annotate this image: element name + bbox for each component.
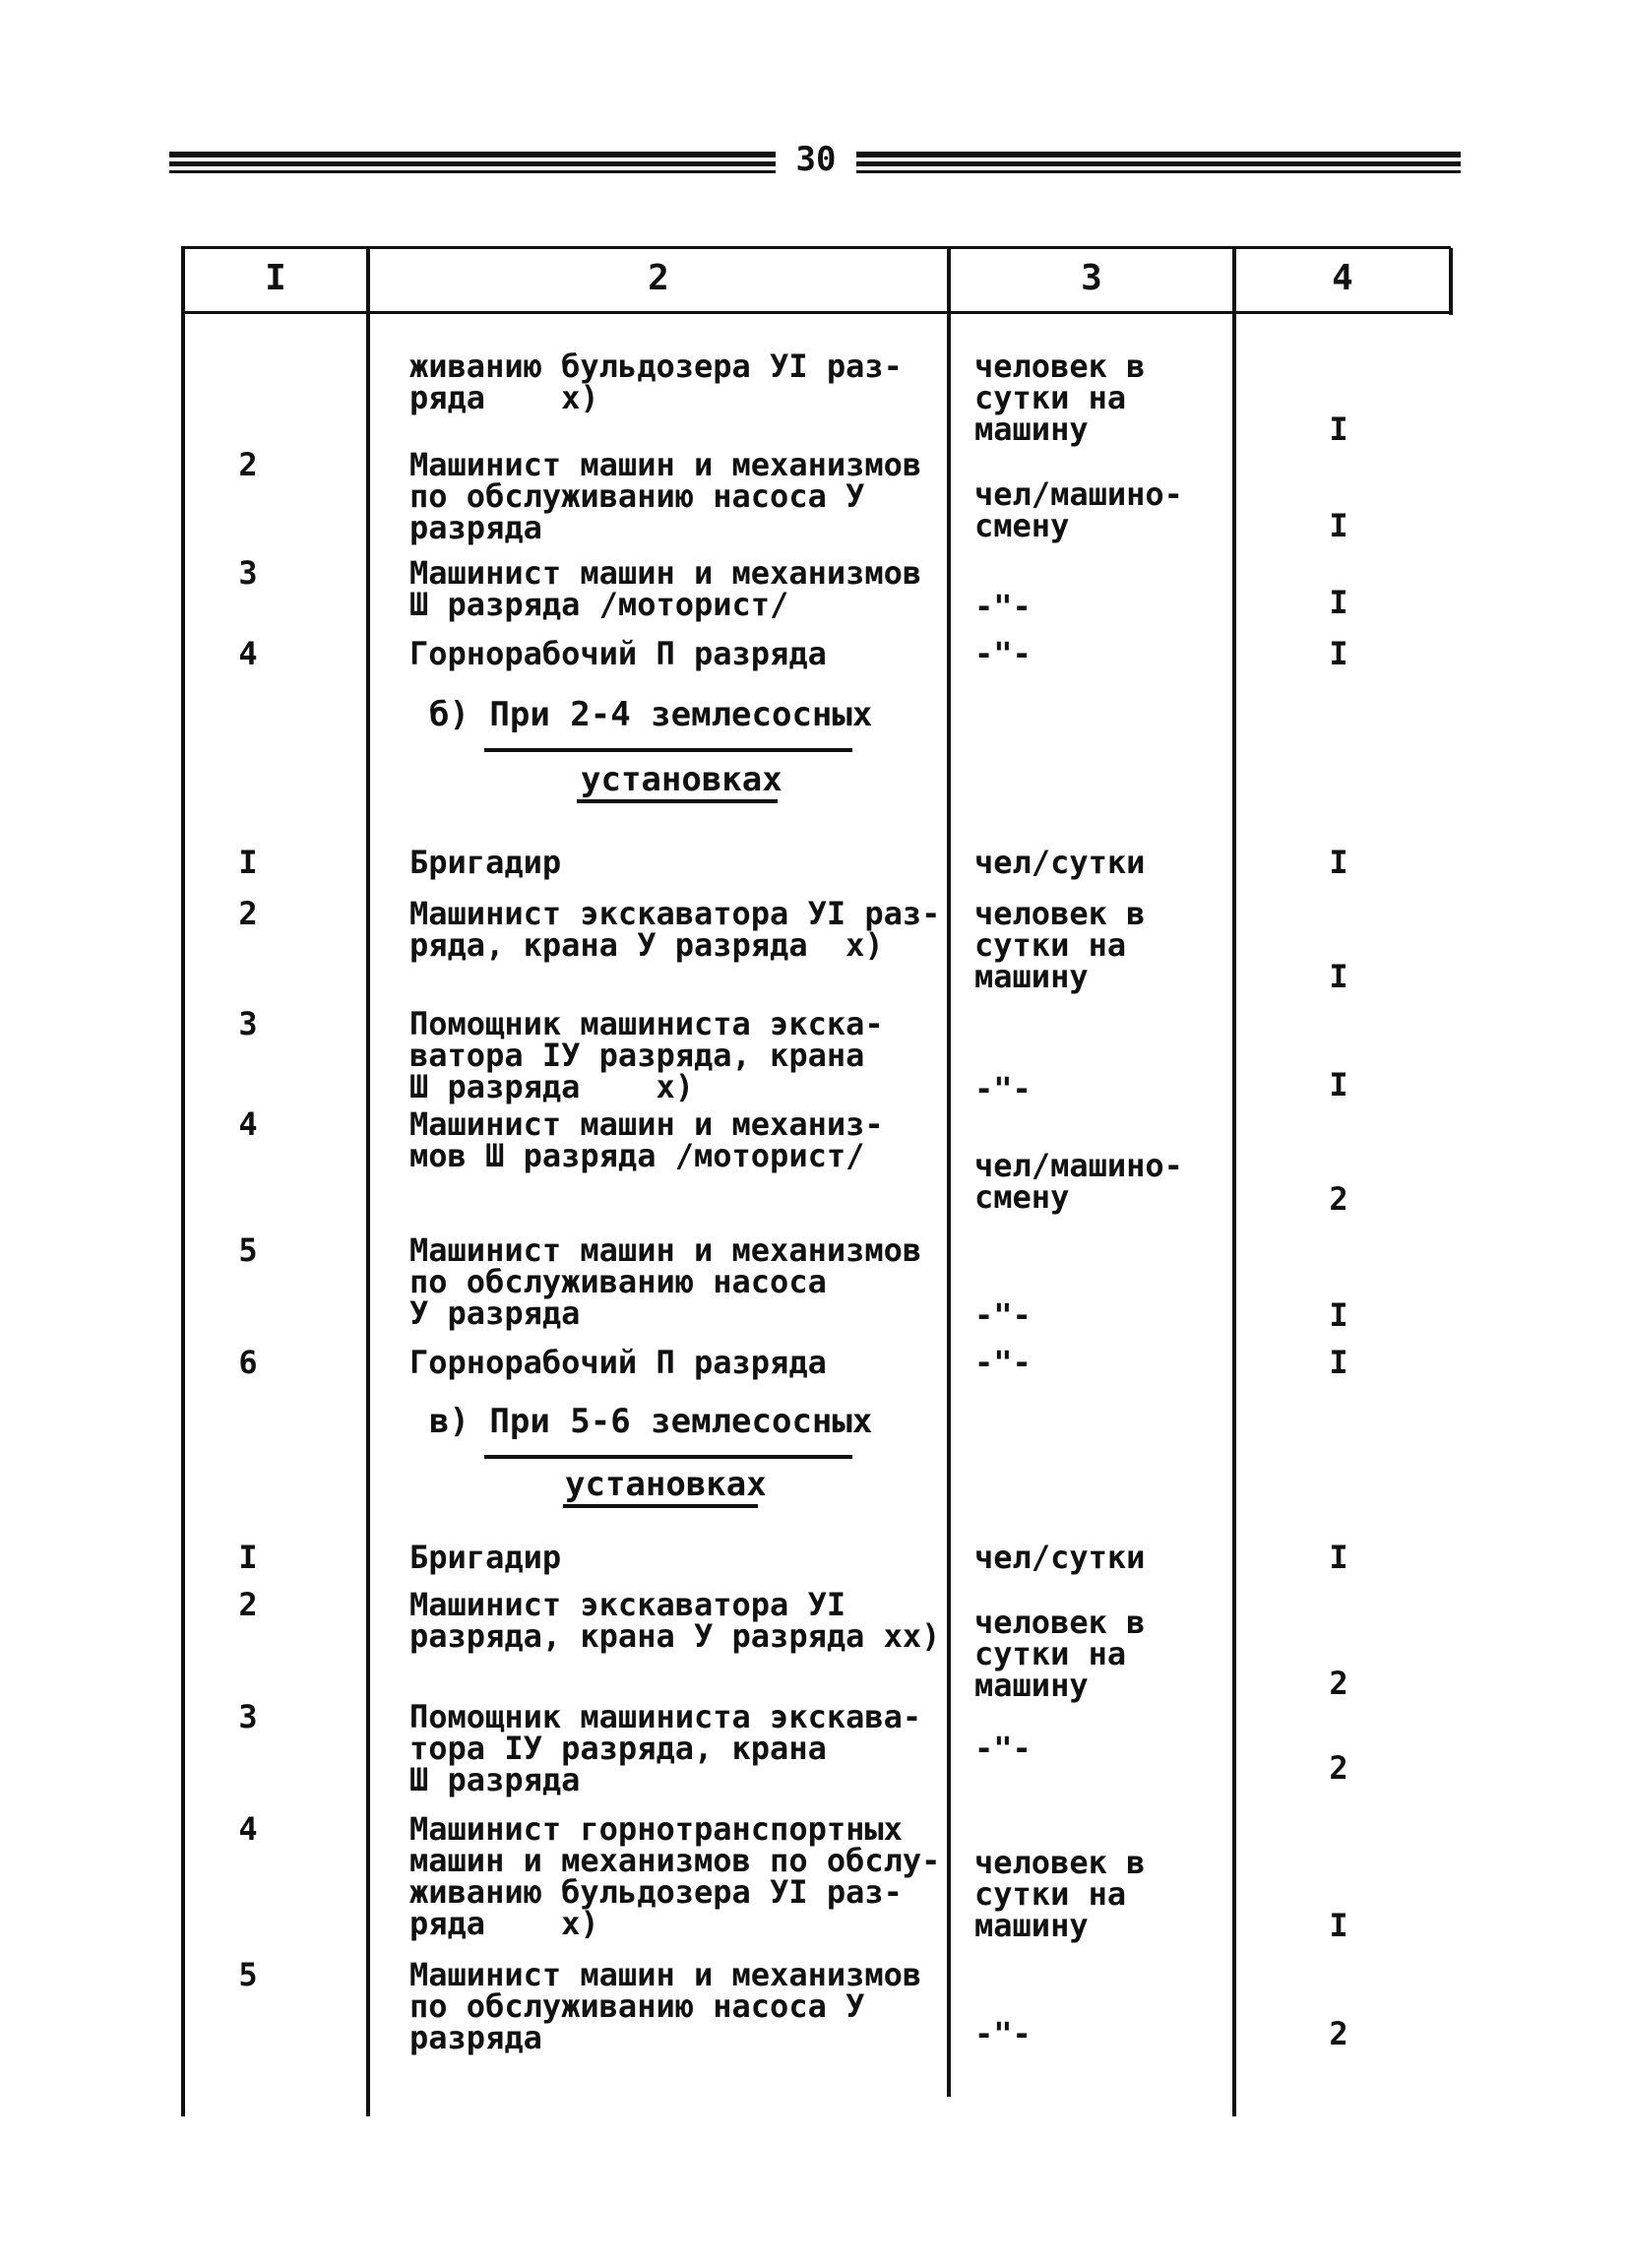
table-col-line-1 [366, 248, 370, 2116]
row-qty: 2 [1329, 1665, 1348, 1702]
row-number: 4 [238, 1105, 258, 1143]
row-name: Помощник машиниста экскава- тора IУ разряда, крана Ш разряда [409, 1698, 922, 1798]
row-name: Бригадир [409, 1539, 562, 1576]
row-name: Горнорабочий П разряда [409, 635, 827, 672]
header-col-1: I [265, 258, 286, 298]
row-number: 4 [238, 635, 258, 672]
row-number: I [238, 844, 258, 881]
row-qty: I [1329, 410, 1348, 448]
row-unit: человек в сутки на машину [974, 347, 1146, 448]
row-name: Машинист экскаватора УI раз- ряда, крана У разряда x) [409, 895, 941, 964]
page-number: 30 [795, 140, 837, 179]
row-qty: I [1329, 635, 1348, 672]
row-qty: I [1329, 1539, 1348, 1576]
row-qty: I [1329, 1296, 1348, 1334]
row-name: живанию бульдозера УI раз- ряда x) [409, 347, 903, 416]
row-qty: I [1329, 507, 1348, 544]
row-qty: I [1329, 584, 1348, 621]
row-name: Машинист горнотранспортных машин и механизмов по обслу- живанию бульдозера УI раз- ряда x) [409, 1810, 941, 1942]
row-name: Бригадир [409, 844, 562, 881]
row-unit: чел/машино- смену [974, 475, 1183, 544]
section-v-underline-1 [484, 1455, 852, 1459]
row-unit: -"- [974, 1730, 1032, 1767]
section-b-title-line1: б) При 2-4 землесосных [429, 695, 873, 734]
row-name: Машинист машин и механизмов по обслуживанию насоса У разряда [409, 446, 922, 546]
row-number: 2 [238, 895, 258, 932]
row-unit: -"- [974, 2015, 1032, 2052]
row-unit: человек в сутки на машину [974, 1844, 1146, 1944]
row-number: 2 [238, 446, 258, 483]
rule-right [856, 152, 1461, 177]
table-col-line-0 [181, 248, 185, 2116]
row-qty: I [1329, 1344, 1348, 1381]
table-col-line-4 [1449, 248, 1453, 315]
row-name: Машинист экскаватора УI разряда, крана У разряда xx) [409, 1586, 941, 1655]
row-unit: чел/сутки [974, 844, 1146, 881]
row-name: Помощник машиниста экска- ватора IУ разряда, крана Ш разряда x) [409, 1005, 884, 1105]
row-unit: чел/машино- смену [974, 1147, 1183, 1216]
section-b-underline-1 [484, 748, 852, 752]
table-col-line-3 [1232, 248, 1236, 2116]
row-name: Машинист машин и механиз- мов Ш разряда /моторист/ [409, 1105, 884, 1174]
row-unit: -"- [974, 588, 1032, 625]
row-number: 5 [238, 1231, 258, 1269]
row-unit: человек в сутки на машину [974, 895, 1146, 995]
row-qty: I [1329, 1066, 1348, 1103]
header-col-2: 2 [648, 258, 669, 298]
row-name: Машинист машин и механизмов Ш разряда /моторист/ [409, 554, 922, 623]
row-unit: -"- [974, 1296, 1032, 1334]
table-top-border [181, 246, 1451, 249]
row-qty: 2 [1329, 1749, 1348, 1787]
row-qty: 2 [1329, 1180, 1348, 1218]
row-number: 4 [238, 1810, 258, 1848]
row-unit: -"- [974, 635, 1032, 672]
table-col-line-2 [947, 248, 951, 2097]
row-number: 2 [238, 1586, 258, 1623]
section-v-title-line2: установках [565, 1465, 767, 1504]
header-col-3: 3 [1081, 258, 1102, 298]
section-b-title-line2: установках [581, 760, 783, 799]
section-b-underline-2 [577, 799, 778, 803]
row-name: Машинист машин и механизмов по обслуживанию насоса У разряда [409, 1231, 922, 1332]
row-unit: чел/сутки [974, 1539, 1146, 1576]
row-name: Горнорабочий П разряда [409, 1344, 827, 1381]
header-col-4: 4 [1332, 258, 1353, 298]
row-qty: 2 [1329, 2015, 1348, 2052]
row-qty: I [1329, 1907, 1348, 1944]
row-number: 3 [238, 1698, 258, 1735]
row-unit: -"- [974, 1344, 1032, 1381]
section-v-underline-2 [563, 1504, 758, 1508]
section-v-title-line1: в) При 5-6 землесосных [429, 1402, 873, 1441]
row-number: 5 [238, 1956, 258, 1993]
row-unit: -"- [974, 1070, 1032, 1107]
page-number-bar [169, 138, 1461, 187]
row-number: 3 [238, 554, 258, 592]
row-qty: I [1329, 844, 1348, 881]
row-number: I [238, 1539, 258, 1576]
row-number: 6 [238, 1344, 258, 1381]
row-number: 3 [238, 1005, 258, 1042]
row-name: Машинист машин и механизмов по обслуживанию насоса У разряда [409, 1956, 922, 2056]
rule-left [169, 152, 776, 177]
row-unit: человек в сутки на машину [974, 1604, 1146, 1704]
table-header-border [181, 311, 1451, 314]
row-qty: I [1329, 958, 1348, 995]
